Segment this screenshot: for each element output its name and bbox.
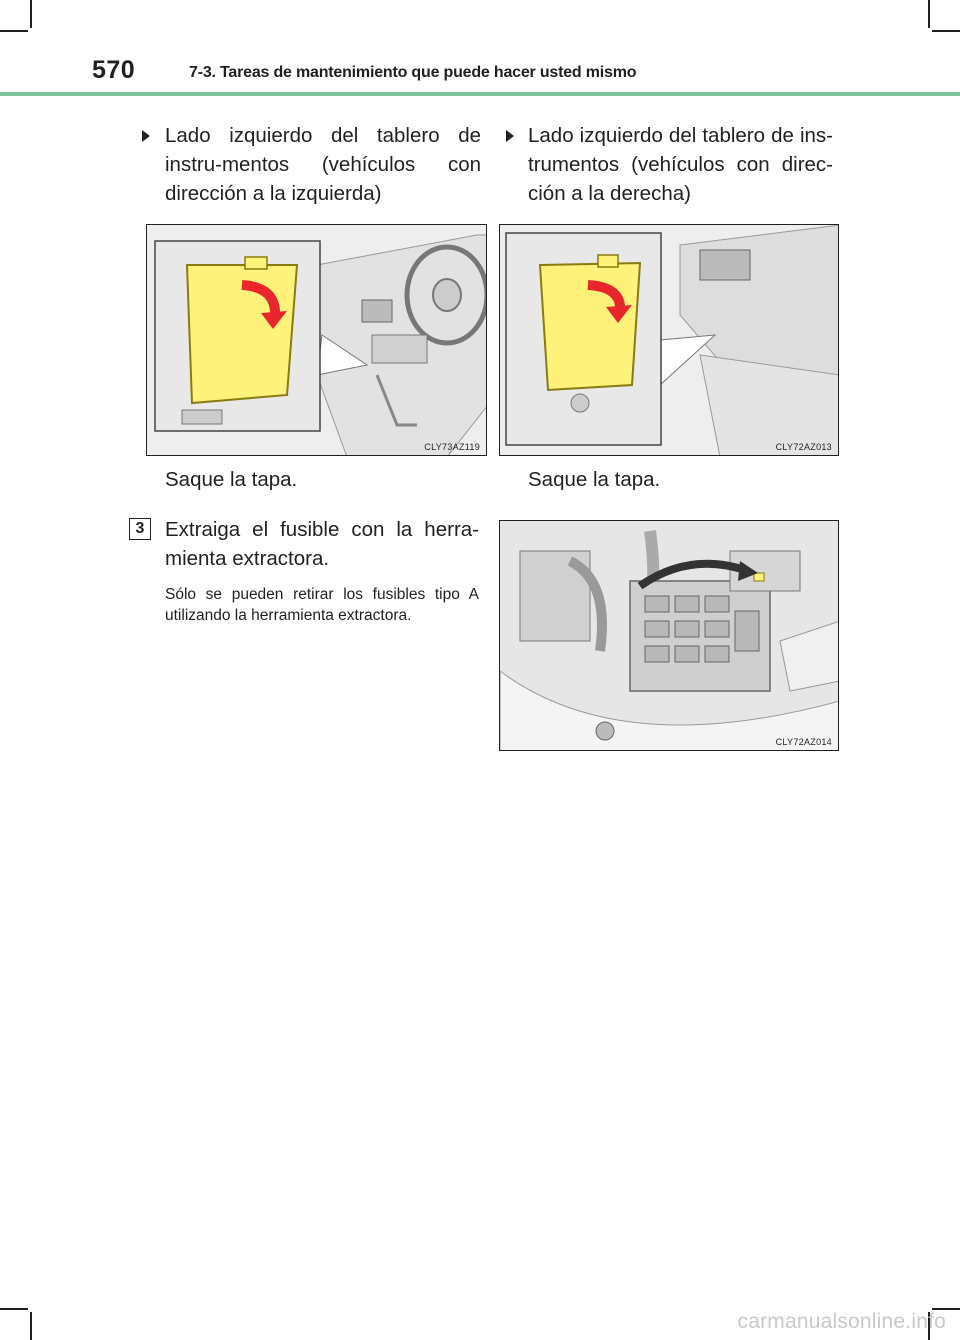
crop-mark — [932, 30, 960, 32]
crop-mark — [928, 0, 930, 28]
caption-lhd: Saque la tapa. — [165, 468, 298, 491]
figure-rhd-panel — [499, 224, 839, 456]
figure-code: CLY72AZ014 — [775, 737, 832, 747]
bullet-item-lhd: Lado izquierdo del tablero de instru-mentos (vehículos con dirección a la izquierda) — [165, 124, 481, 205]
engine-bay-illustration — [500, 521, 839, 751]
bullet-item-rhd: Lado izquierdo del tablero de ins-trumentos (vehículos con direc-ción a la derecha) — [528, 124, 833, 205]
section-title: 7-3. Tareas de mantenimiento que puede hacer usted mismo — [189, 64, 637, 81]
crop-mark — [30, 1312, 32, 1340]
figure-code: CLY72AZ013 — [775, 442, 832, 452]
step-instruction: Extraiga el fusible con la herra-mienta extractora. — [165, 518, 479, 570]
figure-lhd-panel — [146, 224, 487, 456]
crop-mark — [0, 1308, 28, 1310]
dashboard-illustration — [500, 225, 839, 456]
watermark: carmanualsonline.info — [737, 1310, 946, 1333]
dashboard-illustration — [147, 225, 487, 456]
step-note: Sólo se pueden retirar los fusibles tipo A utilizando la herramienta extractora. — [165, 586, 479, 624]
figure-code: CLY73AZ119 — [424, 442, 480, 452]
step-number-badge: 3 — [129, 518, 151, 540]
caption-rhd: Saque la tapa. — [528, 468, 661, 491]
header-rule — [0, 92, 960, 96]
bullet-arrow-icon — [142, 130, 150, 142]
crop-mark — [0, 30, 28, 32]
page-header — [0, 52, 960, 98]
crop-mark — [30, 0, 32, 28]
figure-fuse-box — [499, 520, 839, 751]
bullet-arrow-icon — [506, 130, 514, 142]
page-number: 570 — [92, 56, 136, 84]
